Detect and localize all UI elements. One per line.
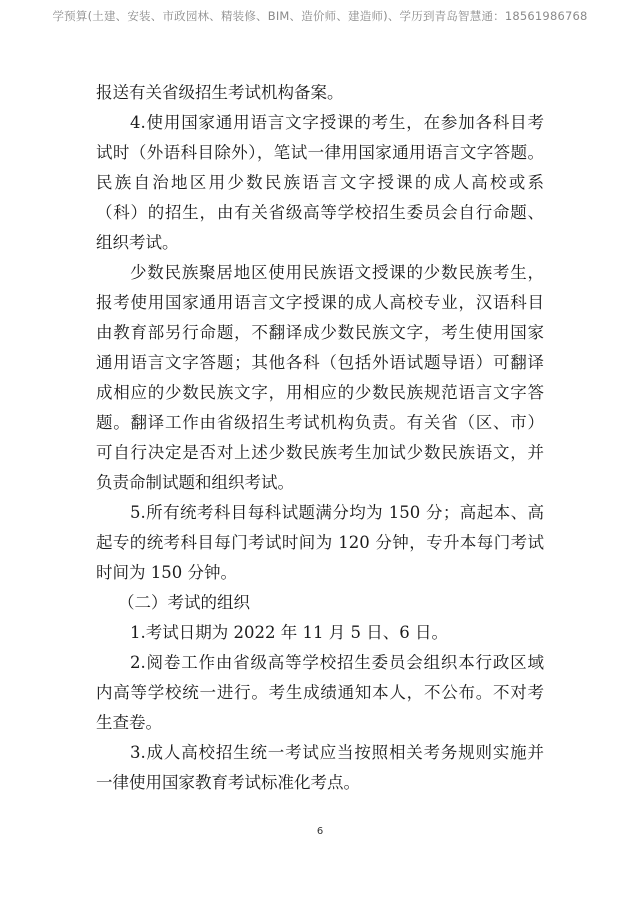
- page-number: 6: [316, 826, 324, 837]
- paragraph-line: 4.使用国家通用语言文字授课的考生，在参加各科目考: [130, 113, 544, 132]
- paragraph-line: 时间为 150 分钟。: [96, 563, 237, 582]
- paragraph-line: 3.成人高校招生统一考试应当按照相关考务规则实施并: [130, 743, 544, 762]
- paragraph-line: 负责命制试题和组织考试。: [96, 473, 294, 492]
- paragraph-line: 题。翻译工作由省级招生考试机构负责。有关省（区、市）: [96, 413, 544, 432]
- paragraph-line: 成相应的少数民族文字，用相应的少数民族规范语言文字答: [96, 383, 544, 402]
- paragraph-line: 生查卷。: [96, 713, 162, 732]
- paragraph-line: 由教育部另行命题，不翻译成少数民族文字，考生使用国家: [96, 323, 544, 342]
- paragraph-line: 内高等学校统一进行。考生成绩通知本人，不公布。不对考: [96, 683, 544, 702]
- paragraph-line: 报考使用国家通用语言文字授课的成人高校专业，汉语科目: [96, 293, 544, 312]
- paragraph-line: 1.考试日期为 2022 年 11 月 5 日、6 日。: [130, 623, 448, 642]
- paragraph-line: 可自行决定是否对上述少数民族考生加试少数民族语文，并: [96, 443, 544, 462]
- page-header-ad: 学预算(土建、安装、市政园林、精装修、BIM、造价师、建造师)、学历到青岛智慧通：18561986768: [52, 9, 588, 23]
- paragraph-line: 试时（外语科目除外），笔试一律用国家通用语言文字答题。: [96, 143, 544, 162]
- paragraph-line: 少数民族聚居地区使用民族语文授课的少数民族考生，: [130, 263, 544, 282]
- paragraph-line: 报送有关省级招生考试机构备案。: [96, 83, 344, 102]
- paragraph-line: 民族自治地区用少数民族语言文字授课的成人高校或系: [96, 173, 544, 192]
- paragraph-line: 通用语言文字答题；其他各科（包括外语试题导语）可翻译: [96, 353, 544, 372]
- document-body: [96, 78, 544, 798]
- section-heading: （二）考试的组织: [118, 593, 250, 612]
- paragraph-line: 组织考试。: [96, 233, 179, 252]
- paragraph-line: 5.所有统考科目每科试题满分均为 150 分；高起本、高: [130, 503, 544, 522]
- paragraph-line: 2.阅卷工作由省级高等学校招生委员会组织本行政区域: [130, 653, 544, 672]
- paragraph-line: （科）的招生，由有关省级高等学校招生委员会自行命题、: [96, 203, 544, 222]
- paragraph-line: 起专的统考科目每门考试时间为 120 分钟，专升本每门考试: [96, 533, 544, 552]
- paragraph-line: 一律使用国家教育考试标准化考点。: [96, 773, 360, 792]
